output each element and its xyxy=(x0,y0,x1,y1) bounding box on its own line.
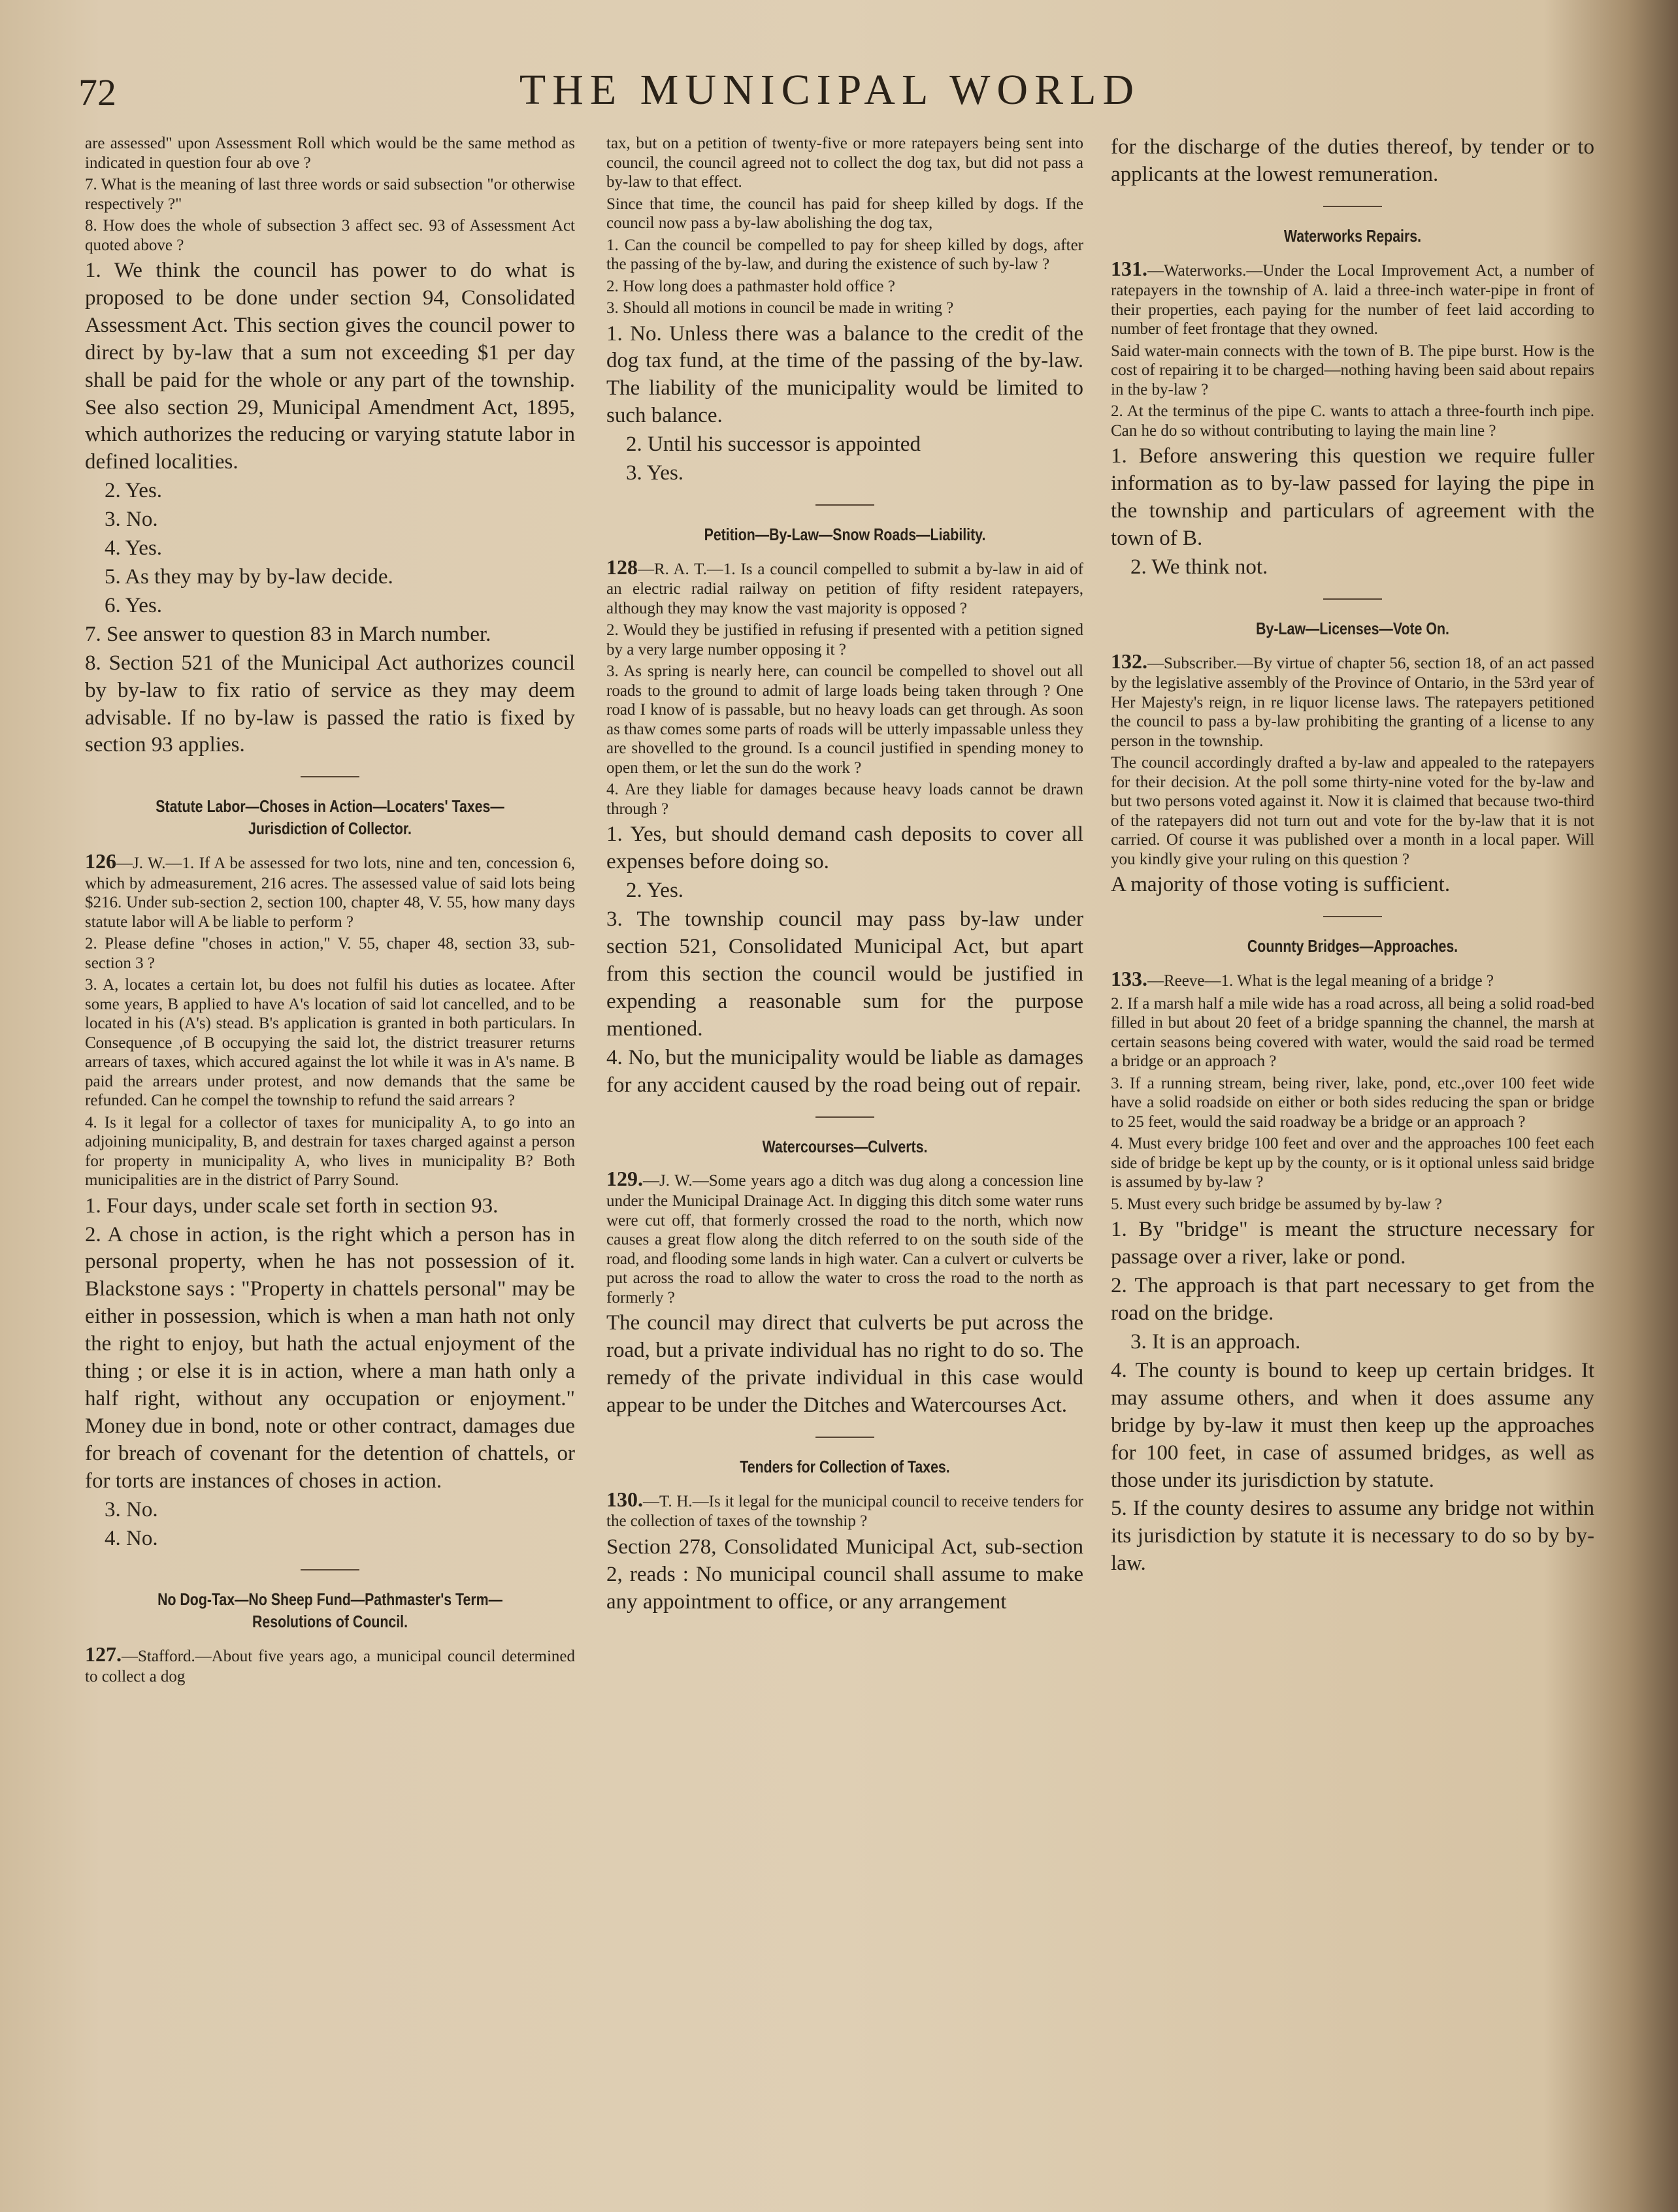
divider xyxy=(301,776,359,777)
answer-text: 2. The approach is that part necessary to get from the road on the bridge. xyxy=(1111,1274,1594,1326)
answer-item: 2. Until his successor is appointed xyxy=(626,432,921,457)
answer-item: 4. No. xyxy=(105,1526,158,1550)
column-2 xyxy=(606,134,1083,2172)
answer-item: 3. No. xyxy=(105,1497,158,1521)
section-heading: Counnty Bridges—Approaches. xyxy=(1247,936,1458,956)
question-body: —Subscriber.—By virtue of chapter 56, section 18, of an act passed by the legislative assembly of the Province of Ontario, in the 53rd year of Her Majesty's reign, in re liquor license laws. The ratepayers petitioned the council to pass a by-law prohibiting the granting of a license to any person in the township. xyxy=(1111,654,1594,750)
answer-text: 4. The county is bound to keep up certain bridges. It may assume others, and when it does assume any bridge by by-law it must then keep up the approaches for 100 feet, in case of assumed bridges, as well as those under its jurisdiction by statute. xyxy=(1111,1358,1594,1492)
answer-text: A majority of those voting is sufficient. xyxy=(1111,873,1451,897)
section-heading: No Dog-Tax—No Sheep Fund—Pathmaster's Term—Resolutions of Council. xyxy=(157,1589,502,1632)
question-text: 3. Should all motions in council be made in writing ? xyxy=(606,299,954,317)
question-number: 131. xyxy=(1111,256,1147,280)
question-text: 4. Must every bridge 100 feet and over and the approaches 100 feet each side of bridge be kept up by the county, or is it optional unless said bridge is assumed by by-law ? xyxy=(1111,1135,1594,1192)
answer-text: 5. If the county desires to assume any bridge not within its jurisdiction by statute it is necessary to do so by by-law. xyxy=(1111,1497,1594,1576)
divider xyxy=(815,504,874,506)
answer-item: 2. We think not. xyxy=(1130,555,1268,579)
question-body: —R. A. T.—1. Is a council compelled to submit a by-law in aid of an electric radial railway on petition of fifty resident ratepayers, although they may know the vast majority is opposed ? xyxy=(606,560,1083,617)
question-text: are assessed" upon Assessment Roll which would be the same method as indicated in question four ab ove ? xyxy=(85,135,575,172)
section-heading: Watercourses—Culverts. xyxy=(762,1136,928,1156)
column-1 xyxy=(85,134,575,2172)
divider xyxy=(1323,206,1382,207)
answer-item: 5. As they may by by-law decide. xyxy=(105,564,393,589)
question-text: 5. Must every such bridge be assumed by by-law ? xyxy=(1111,1195,1442,1213)
question-body: —Waterworks.—Under the Local Improvement Act, a number of ratepayers in the township of A. laid a three-inch water-pipe in front of their properties, each paying for the number of feet laid according to number of feet frontage that they owned. xyxy=(1111,261,1594,338)
question-text xyxy=(606,555,1083,619)
question-number: 126 xyxy=(85,849,116,873)
answer-item: 3. It is an approach. xyxy=(1130,1330,1301,1354)
question-text: 4. Are they liable for damages because heavy loads cannot be drawn through ? xyxy=(606,781,1083,818)
question-text xyxy=(85,1642,575,1686)
question-text: 3. If a running stream, being river, lake, pond, etc.,over 100 feet wide have a solid roadside on either or both sides reducing the span or bridge to 25 feet, would the said roadway be a bridge or an approach ? xyxy=(1111,1074,1594,1131)
answer-text: for the discharge of the duties thereof, by tender or to applicants at the lowest remuneration. xyxy=(1111,135,1594,186)
question-text: 2. Please define "choses in action," V. 55, chaper 48, section 33, sub-section 3 ? xyxy=(85,935,575,972)
page-header xyxy=(78,65,1581,124)
question-text: The council accordingly drafted a by-law and appealed to the ratepayers for their decision. At the poll some thirty-nine voted for the by-law and but two persons voted against it. Now it is claimed that because two-third of the ratepayers did not turn out and vote for the by-law that it is not carried. Of course it was published over a month in a local paper. Will you kindly give your ruling on this question ? xyxy=(1111,754,1594,868)
question-text: 4. Is it legal for a collector of taxes for municipality A, to go into an adjoining municipality, B, and destrain for taxes charged against a person for property in municipality A, who lives in municipality B? Both municipalities are in the district of Parry Sound. xyxy=(85,1113,575,1190)
question-body: —J. W.—1. If A be assessed for two lots, nine and ten, concession 6, which by admeasurement, 216 acres. The assessed value of said lots being $216. Under sub-section 2, section 100, chapter 48, V. 55, how many days statute labor will A be liable to perform ? xyxy=(85,854,575,931)
question-number: 128 xyxy=(606,555,638,579)
question-text: 2. How long does a pathmaster hold office ? xyxy=(606,277,895,295)
question-body: —J. W.—Some years ago a ditch was dug along a concession line under the Municipal Drainage Act. In digging this ditch some water runs were cut off, that formerly crossed the road to the north, which now causes a great flow along the ditch referred to on the south side of the road, and flooding some lands in high water. Can a culvert or culverts be put across the road to allow the water to cross the road to the north as formerly ? xyxy=(606,1172,1083,1307)
question-text xyxy=(1111,967,1594,992)
section-heading: Tenders for Collection of Taxes. xyxy=(740,1456,950,1476)
answer-text: 1. By "bridge" is meant the structure necessary for passage over a river, lake or pond. xyxy=(1111,1218,1594,1269)
answer-text: 1. Four days, under scale set forth in section 93. xyxy=(85,1194,499,1218)
answer-item: 6. Yes. xyxy=(105,593,163,617)
answer-item: 3. No. xyxy=(105,508,158,532)
answer-item: 4. Yes. xyxy=(105,536,163,561)
answer-text: 1. Yes, but should demand cash deposits to cover all expenses before doing so. xyxy=(606,822,1083,874)
answer-text: The council may direct that culverts be put across the road, but a private individual has no right to do so. The remedy of the private individual in this case would appear to be under the Ditches and Watercourses Act. xyxy=(606,1311,1083,1417)
section-heading: Waterworks Repairs. xyxy=(1283,225,1422,246)
answer-item: 2. Yes. xyxy=(626,879,684,903)
section-heading: Petition—By-Law—Snow Roads—Liability. xyxy=(704,524,986,544)
answer-text: 8. Section 521 of the Municipal Act authorizes council by by-law to fix ratio of service as they may deem advisable. If no by-law is passed the ratio is fixed by section 93 applies. xyxy=(85,651,575,757)
question-number: 132. xyxy=(1111,649,1147,673)
question-number: 129. xyxy=(606,1167,643,1191)
answer-item: 3. Yes. xyxy=(626,461,684,485)
question-text: Since that time, the council has paid for sheep killed by dogs. If the council now pass a by-law abolishing the dog tax, xyxy=(606,195,1083,232)
divider xyxy=(815,1437,874,1438)
question-text: 2. Would they be justified in refusing if presented with a petition signed by a very large number opposing it ? xyxy=(606,621,1083,659)
answer-text: 1. No. Unless there was a balance to the credit of the dog tax fund, at the time of the passing of the by-law. The liability of the municipality would be limited to such balance. xyxy=(606,321,1083,428)
question-text: 2. If a marsh half a mile wide has a road across, all being a solid road-bed filled in but about 20 feet of a bridge spanning the channel, the marsh at certain seasons being covered with water, would the said road be termed a bridge or an approach ? xyxy=(1111,994,1594,1071)
section-heading: Statute Labor—Choses in Action—Locaters' Taxes—Jurisdiction of Collector. xyxy=(156,796,504,839)
question-text: 3. A, locates a certain lot, bu does not fulfil his duties as locatee. After some years, B applied to have A's location of said lot cancelled, and to be located in his (A's) stead. B's application is granted in both particulars. In Consequence ,of B occupying the said lot, the district treasurer returns arrears of taxes, which accured against the lot while it was in A's name. B paid the arrears under protest, and now demands that the same be refunded. Can he compel the township to refund the said arrears ? xyxy=(85,976,575,1110)
page-number: 72 xyxy=(78,71,116,114)
question-number: 127. xyxy=(85,1642,122,1667)
question-text: 1. Can the council be compelled to pay for sheep killed by dogs, after the passing of the by-law, and during the existence of such by-law ? xyxy=(606,236,1083,273)
question-number: 133. xyxy=(1111,967,1147,991)
question-body: —T. H.—Is it legal for the municipal council to receive tenders for the collection of taxes of the township ? xyxy=(606,1492,1083,1531)
question-text xyxy=(1111,649,1594,751)
divider xyxy=(301,1569,359,1570)
masthead-title: THE MUNICIPAL WORLD xyxy=(519,66,1141,114)
divider xyxy=(1323,916,1382,917)
question-text xyxy=(606,1167,1083,1307)
divider xyxy=(815,1116,874,1118)
section-heading: By-Law—Licenses—Vote On. xyxy=(1256,618,1449,638)
question-text: 2. At the terminus of the pipe C. wants to attach a three-fourth inch pipe. Can he do so without contributing to laying the main line ? xyxy=(1111,402,1594,440)
column-3 xyxy=(1111,134,1594,2172)
answer-text: 1. Before answering this question we require fuller information as to by-law passed for laying the pipe in the township and particulars of agreement with the town of B. xyxy=(1111,444,1594,551)
answer-text: 7. See answer to question 83 in March number. xyxy=(85,622,491,646)
question-body: —Stafford.—About five years ago, a municipal council determined to collect a dog xyxy=(85,1648,575,1685)
answer-text: Section 278, Consolidated Municipal Act, sub-section 2, reads : No municipal council shall assume to make any appointment to office, or any arrangement xyxy=(606,1535,1083,1614)
answer-text: 2. A chose in action, is the right which a person has in personal property, when he has not possession of it. Blackstone says : "Property in chattels personal" may be either in possession, which is when a man hath not only the right to enjoy, but hath the actual enjoyment of the thing ; or else it is in action, where a man hath only a half right, without any occupation or enjoyment." Money due in bond, note or other contract, damages due for breach of covenant for the detention of chattels, or for torts are instances of choses in action. xyxy=(85,1222,575,1493)
question-body: —Reeve—1. What is the legal meaning of a bridge ? xyxy=(1147,972,1494,990)
question-number: 130. xyxy=(606,1487,643,1511)
question-text xyxy=(606,1488,1083,1531)
divider xyxy=(1323,598,1382,600)
answer-text: 1. We think the council has power to do what is proposed to be done under section 94, Consolidated Assessment Act. This section gives the council power to direct by by-law that a sum not exceeding $1 per day shall be paid for the whole or any part of the township. See also section 29, Municipal Amendment Act, 1895, which authorizes the reducing or varying statute labor in defined localities. xyxy=(85,259,575,474)
question-text: tax, but on a petition of twenty-five or more ratepayers being sent into council, the council agreed not to collect the dog tax, but did not pass a by-law to that effect. xyxy=(606,135,1083,191)
answer-text: 4. No, but the municipality would be liable as damages for any accident caused by the road being out of repair. xyxy=(606,1045,1083,1097)
question-text: 8. How does the whole of subsection 3 affect sec. 93 of Assessment Act quoted above ? xyxy=(85,217,575,254)
question-text xyxy=(1111,257,1594,339)
question-text xyxy=(85,849,575,932)
answer-text: 3. The township council may pass by-law under section 521, Consolidated Municipal Act, but apart from this section the council would be justified in expending a reasonable sum for the purpose mentioned. xyxy=(606,907,1083,1041)
question-text: Said water-main connects with the town of B. The pipe burst. How is the cost of repairing it to be charged—nothing having been said about repairs in the by-law ? xyxy=(1111,342,1594,398)
question-text: 7. What is the meaning of last three words or said subsection "or otherwise respectively ?" xyxy=(85,176,575,213)
answer-item: 2. Yes. xyxy=(105,479,163,503)
question-text: 3. As spring is nearly here, can council be compelled to shovel out all roads to the ground to admit of large loads being taken through ? One road I know of is passable, but no heavy loads can get through. As soon as thaw comes some parts of roads will be utterly impassable unless they are shovelled to the ground. Is a council justified in spending money to open them, or let the sun do the work ? xyxy=(606,662,1083,777)
